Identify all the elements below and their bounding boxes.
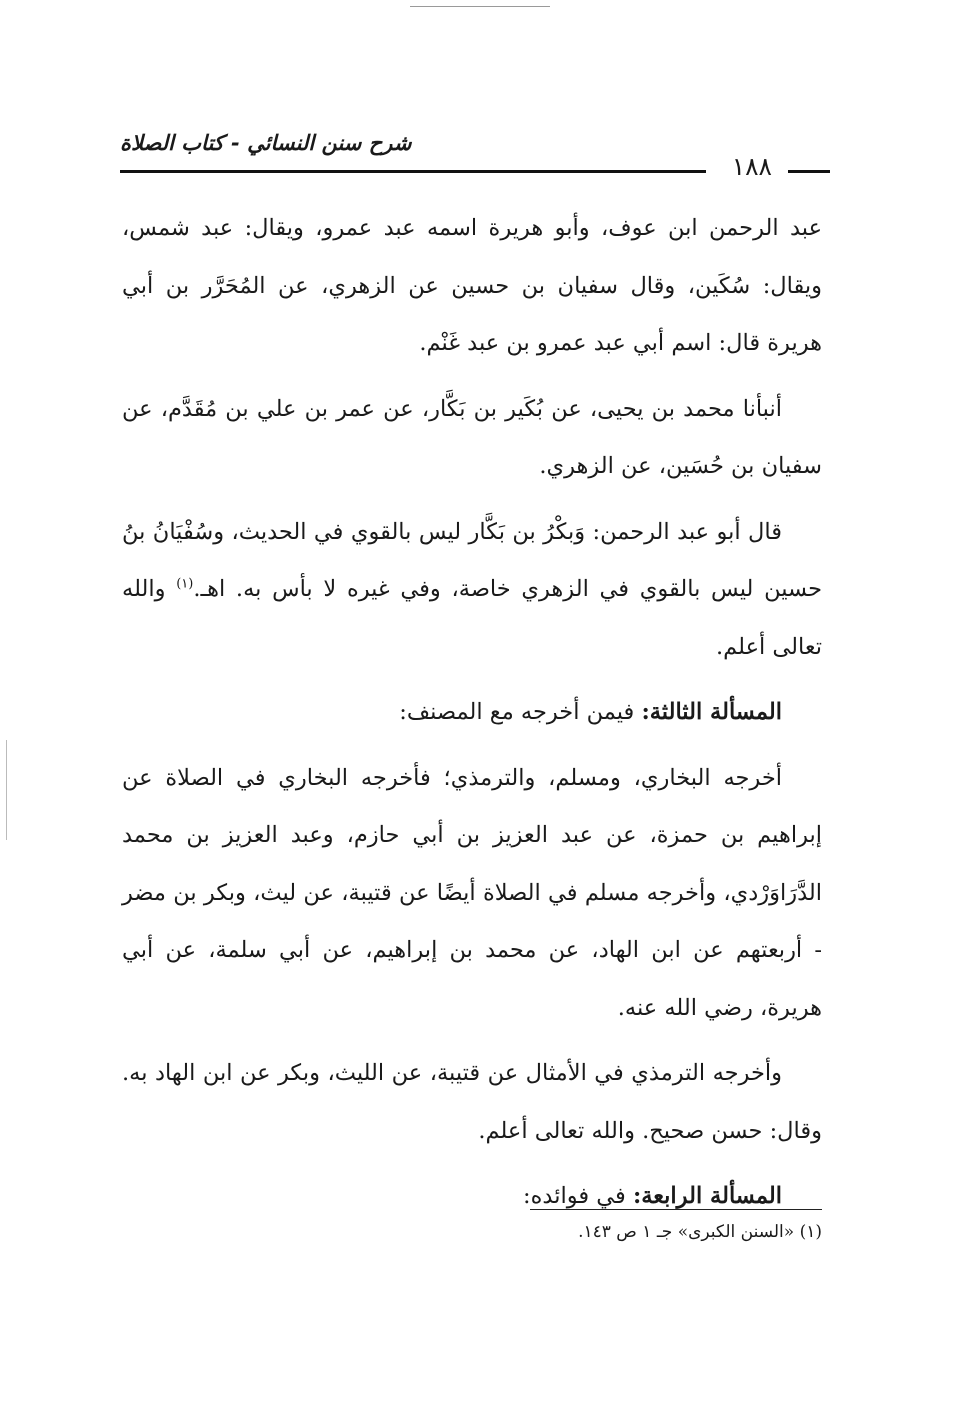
section-heading-3-label: المسألة الثالثة:	[641, 699, 782, 725]
paragraph-3-text: قال أبو عبد الرحمن: وَبكْرُ بن بَكَّار ليس بالقوي في الحديث، وسُفْيَانُ بنُ حسين ليس بالقوي في الزهري خاصة، وفي غيره لا بأس به. اهـ.	[122, 518, 822, 602]
paragraph-1: عبد الرحمن ابن عوف، وأبو هريرة اسمه عبد عمرو، ويقال: عبد شمس، ويقال: سُكَين، وقال سفيان بن حسين عن الزهري، عن المُحَرَّر بن أبي هريرة قال: اسم أبي عبد عمرو بن عبد غَنْم.	[122, 215, 822, 356]
running-header-title: شرح سنن النسائي - كتاب الصلاة	[120, 131, 412, 155]
paragraph-3-tail: والله تعالى أعلم.	[122, 576, 822, 660]
running-header	[120, 128, 830, 184]
scan-margin-mark	[6, 740, 7, 840]
paragraph-2: أنبأنا محمد بن يحيى، عن بُكَير بن بَكَّار، عن عمر بن علي بن مُقَدَّم، عن سفيان بن حُسَين، عن الزهري.	[122, 395, 822, 479]
page-number-dash	[788, 170, 830, 173]
footnote-rule	[530, 1209, 822, 1210]
section-heading-4	[122, 1168, 822, 1226]
section-heading-4-label: المسألة الرابعة:	[632, 1183, 782, 1209]
page-number: ١٨٨	[731, 152, 772, 181]
paragraph-5: وأخرجه الترمذي في الأمثال عن قتيبة، عن الليث، وبكر عن ابن الهاد به. وقال: حسن صحيح. والله تعالى أعلم.	[122, 1060, 822, 1144]
paragraph-4: أخرجه البخاري، ومسلم، والترمذي؛ فأخرجه البخاري في الصلاة عن إبراهيم بن حمزة، عن عبد العزيز بن أبي حازم، وعبد العزيز بن محمد الدَّرَاوَرْدي، وأخرجه مسلم في الصلاة أيضًا عن قتيبة، عن ليث، وبكر بن مضر - أربعتهم عن ابن الهاد، عن محمد بن إبراهيم، عن أبي سلمة، عن أبي هريرة، رضي الله عنه.	[122, 764, 822, 1021]
section-heading-3	[122, 684, 822, 742]
section-heading-3-text: فيمن أخرجه مع المصنف:	[399, 699, 635, 725]
scan-edge-mark	[410, 6, 550, 7]
main-text	[122, 200, 822, 1234]
header-rule	[120, 170, 706, 173]
footnote-ref: (١)	[176, 576, 194, 592]
paragraph-3	[122, 504, 822, 677]
footnote: (١) «السنن الكبرى» جـ ١ ص ١٤٣.	[578, 1222, 822, 1242]
section-heading-4-text: في فوائده:	[523, 1183, 626, 1209]
